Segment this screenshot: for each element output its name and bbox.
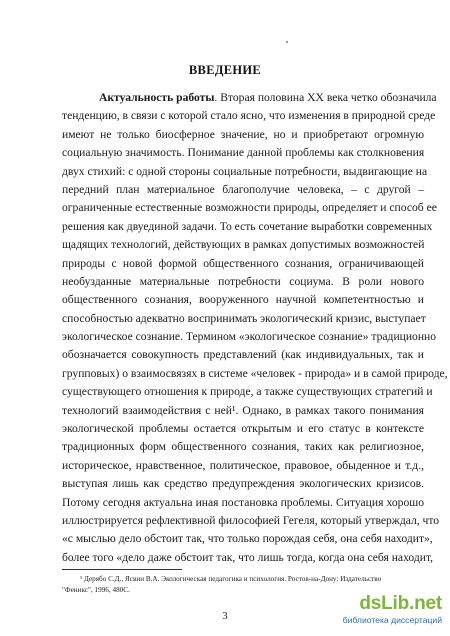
paragraph-line: имеют не только биосферное значение, но и приобретают огромную	[62, 127, 424, 141]
watermark-logo: dsLib.net	[359, 593, 442, 614]
scan-speck	[286, 41, 288, 43]
paragraph-line: ограниченные естественные возможности природы, определяет и способ ее	[62, 201, 437, 215]
paragraph-line: щадящих технологий, действующих в рамках допустимых возможностей	[62, 238, 425, 252]
paragraph-line: социальную значимость. Понимание данной проблемы как столкновения	[62, 146, 425, 160]
paragraph-line: групповых) о взаимосвязях в системе «человек - природа» и в самой природе,	[62, 366, 448, 380]
footnote-line: ¹ Дерябо С.Д., Ясвин В.А. Экологическая педагогика и психология. Ростов-на-Дону: Издательство	[80, 575, 382, 583]
paragraph-line: общественного сознания, вооруженного научной компетентностью и	[62, 293, 424, 307]
paragraph-line: Актуальность работы. Вторая половина XX века четко обозначила	[99, 91, 437, 104]
footnote	[62, 574, 424, 595]
paragraph-line: природы с новой формой общественного сознания, ограничивающей	[62, 256, 424, 270]
paragraph-line: существующего отношения к природе, а также существующих стратегий и	[62, 385, 433, 399]
paragraph-line: технологий взаимодействия с ней¹. Однако, в рамках такого понимания	[62, 403, 424, 417]
paragraph-line: выступая лишь как средство предупреждения экологических кризисов.	[62, 477, 424, 491]
paragraph-line: передний план материальное благополучие человека, – с другой –	[62, 182, 424, 196]
paragraph-line: экологической проблемы остается открытым и его статус в контексте	[62, 422, 424, 436]
paragraph-line: иллюстрируется рефлективной философией Гегеля, который утверждал, что	[62, 513, 440, 527]
paragraph-line: обозначается совокупность представлений (как индивидуальных, так и	[62, 348, 424, 362]
paragraph-line: тенденцию, в связи с которой стало ясно, что изменения в природной среде	[62, 109, 436, 123]
page-number: 3	[222, 611, 228, 622]
watermark	[330, 593, 442, 629]
line-text: Вторая половина XX века четко обозначила	[220, 91, 437, 104]
watermark-subtitle: библиотека диссертаций	[342, 615, 442, 625]
paragraph-line: решения как двуединой задачи. То есть сочетание выработки современных	[62, 219, 433, 233]
paragraph-line: историческое, нравственное, политическое, правовое, обыденное и т.д.,	[62, 458, 424, 472]
paragraph-line: традиционных форм общественного сознания, таких как религиозное,	[62, 440, 424, 454]
lead-heading: Актуальность работы	[99, 91, 215, 104]
footnote-line: "Феникс", 1996, 480С.	[62, 585, 130, 594]
paragraph-line: экологическое сознание. Термином «экологическое сознание» традиционно	[62, 330, 437, 344]
paragraph-line: способностью адекватно воспринимать экологический кризис, выступает	[62, 311, 426, 325]
paragraph-line: Потому сегодня актуальна иная постановка проблемы. Ситуация хорошо	[62, 495, 424, 509]
paragraph-line: необузданные материальные потребности социума. В роли нового	[62, 274, 424, 288]
section-title: ВВЕДЕНИЕ	[188, 63, 262, 77]
footnote-divider	[62, 569, 182, 570]
paragraph-line: «с мыслью дело обстоит так, что только порождая себя, она себя находит»,	[62, 532, 433, 546]
paragraph-line: более того «дело даже обстоит так, что лишь тогда, когда она себя находит,	[62, 550, 434, 564]
paragraph-line: двух стихий: с одной стороны социальные потребности, выдвигающие на	[62, 164, 428, 178]
body-text	[62, 89, 448, 567]
